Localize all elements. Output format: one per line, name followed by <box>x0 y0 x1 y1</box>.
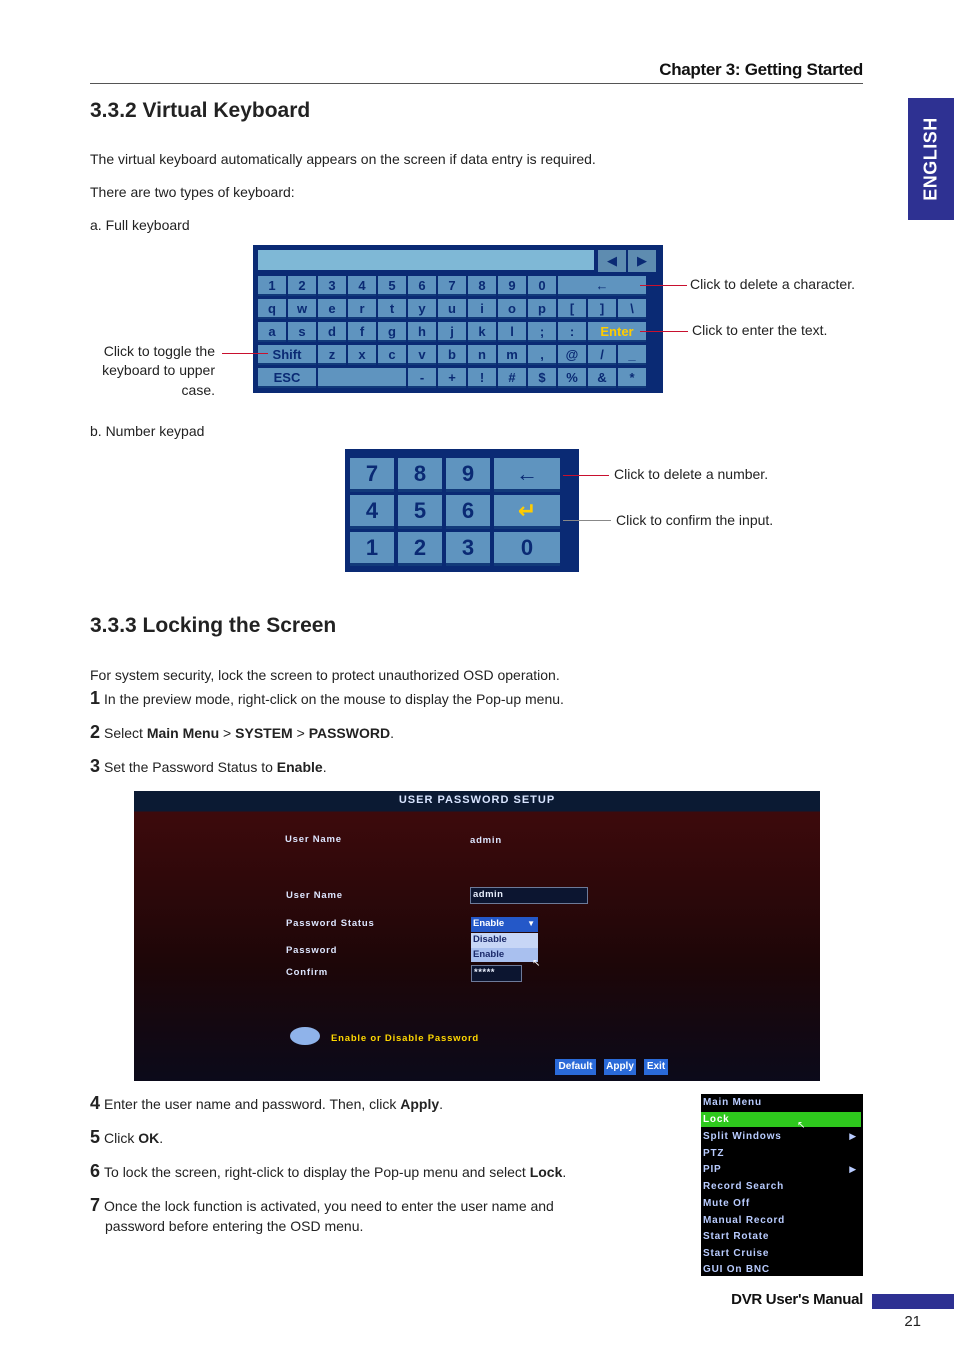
step-text: . <box>322 759 327 775</box>
shift-leader-line <box>222 353 268 354</box>
key[interactable]: & <box>588 368 616 388</box>
step-text: Select <box>104 725 147 741</box>
key[interactable]: 7 <box>350 458 394 492</box>
key[interactable]: 3 <box>318 276 346 296</box>
key[interactable]: / <box>588 345 616 365</box>
step-number: 6 <box>90 1161 101 1181</box>
step-bold-text: Apply <box>400 1096 440 1112</box>
status-option-disable[interactable]: Disable <box>471 933 538 948</box>
menu-item-record-search[interactable]: Record Search <box>703 1181 784 1192</box>
key[interactable]: - <box>408 368 436 388</box>
step-number: 5 <box>90 1127 101 1147</box>
key[interactable]: e <box>318 299 346 319</box>
step-5 <box>90 1127 163 1148</box>
key[interactable]: 4 <box>348 276 376 296</box>
mouse-cursor-icon: ↖ <box>532 958 541 969</box>
user-name-input[interactable]: admin <box>470 887 588 904</box>
key[interactable]: % <box>558 368 586 388</box>
key[interactable]: 9 <box>446 458 490 492</box>
password-status-select[interactable] <box>471 917 538 932</box>
esc-key[interactable]: ESC <box>258 368 316 388</box>
keyboard-row-1 <box>258 276 646 296</box>
key[interactable]: f <box>348 322 376 342</box>
key[interactable]: [ <box>558 299 586 319</box>
step-bold-text: Main Menu <box>146 725 220 741</box>
keypad-row-3 <box>350 532 560 566</box>
key[interactable]: q <box>258 299 286 319</box>
confirm-leader-line <box>563 520 611 521</box>
delete-leader-line <box>640 285 687 286</box>
menu-item-start-cruise[interactable]: Start Cruise <box>703 1248 770 1259</box>
key[interactable]: 8 <box>468 276 496 296</box>
step-text: Click <box>104 1130 139 1146</box>
key[interactable]: 1 <box>350 532 394 566</box>
keyboard-intro: The virtual keyboard automatically appears on the screen if data entry is required. <box>90 151 596 167</box>
key[interactable]: o <box>498 299 526 319</box>
submenu-arrow-icon: ▶ <box>849 1164 857 1174</box>
step-4 <box>90 1093 443 1114</box>
arrow-right-icon[interactable]: ▶ <box>628 250 656 272</box>
key[interactable]: , <box>528 345 556 365</box>
step-text: > <box>292 725 309 741</box>
shift-key[interactable]: Shift <box>258 345 316 365</box>
keyboard-row-5 <box>258 368 646 388</box>
step-7 <box>90 1195 554 1216</box>
info-bubble-icon <box>290 1027 320 1045</box>
enter-leader-line <box>640 331 688 332</box>
step-number: 3 <box>90 756 101 776</box>
key[interactable]: 6 <box>408 276 436 296</box>
key[interactable]: h <box>408 322 436 342</box>
submenu-arrow-icon: ▶ <box>849 1131 857 1141</box>
space-key[interactable] <box>318 368 406 388</box>
key[interactable]: r <box>348 299 376 319</box>
key[interactable]: ; <box>528 322 556 342</box>
callout-enter-text: Click to enter the text. <box>692 322 828 338</box>
key[interactable]: _ <box>618 345 646 365</box>
menu-item-split-windows[interactable] <box>701 1129 861 1144</box>
password-label: Password <box>286 945 338 956</box>
step-text: . <box>390 725 394 741</box>
key[interactable]: u <box>438 299 466 319</box>
key[interactable]: s <box>288 322 316 342</box>
menu-item-gui-on-bnc[interactable]: GUI On BNC <box>703 1264 770 1275</box>
key[interactable]: z <box>318 345 346 365</box>
key[interactable]: p <box>528 299 556 319</box>
key[interactable]: : <box>558 322 586 342</box>
number-keypad-label: b. Number keypad <box>90 423 205 439</box>
callout-delete-character: Click to delete a character. <box>690 276 855 292</box>
step-text: . <box>562 1164 567 1180</box>
step-text: Enter the user name and password. Then, click <box>104 1096 401 1112</box>
key[interactable]: 0 <box>528 276 556 296</box>
key[interactable]: g <box>378 322 406 342</box>
password-status-label: Password Status <box>286 918 375 929</box>
step-text: > <box>219 725 236 741</box>
key[interactable]: 5 <box>378 276 406 296</box>
key[interactable]: k <box>468 322 496 342</box>
step-bold-text: Enable <box>276 759 323 775</box>
status-option-enable[interactable]: Enable <box>471 948 538 962</box>
step-number: 1 <box>90 688 101 708</box>
callout-confirm-input: Click to confirm the input. <box>616 512 774 528</box>
step-6 <box>90 1161 566 1182</box>
step-text: In the preview mode, right-click on the mouse to display the Pop-up menu. <box>104 691 564 707</box>
header-divider <box>90 83 863 84</box>
key[interactable]: m <box>498 345 526 365</box>
callout-shift-line2: keyboard to upper <box>102 362 215 378</box>
delete-number-leader-line <box>563 475 609 476</box>
step-text: To lock the screen, right-click to display the Pop-up menu and select <box>104 1164 530 1180</box>
key[interactable]: a <box>258 322 286 342</box>
step-bold-text: SYSTEM <box>235 725 293 741</box>
user-name-value: admin <box>470 835 502 846</box>
step-7-continuation: password before entering the OSD menu. <box>105 1218 364 1234</box>
menu-item-lock[interactable]: Lock <box>701 1112 861 1127</box>
key[interactable]: 2 <box>398 532 442 566</box>
mouse-cursor-icon: ↖ <box>797 1120 806 1131</box>
keyboard-row-3 <box>258 322 646 342</box>
password-status-value: Enable <box>473 918 505 929</box>
chevron-down-icon: ▼ <box>527 919 535 928</box>
key[interactable]: 9 <box>498 276 526 296</box>
chapter-title: Chapter 3: Getting Started <box>659 60 863 79</box>
arrow-left-icon[interactable]: ◀ <box>598 250 626 272</box>
key[interactable]: n <box>468 345 496 365</box>
key[interactable]: 8 <box>398 458 442 492</box>
callout-shift-line1: Click to toggle the <box>103 343 215 359</box>
key[interactable]: j <box>438 322 466 342</box>
step-number: 4 <box>90 1093 101 1113</box>
keyboard-input-bar <box>258 250 594 270</box>
menu-item-main-menu[interactable]: Main Menu <box>703 1097 762 1108</box>
key[interactable]: l <box>498 322 526 342</box>
key[interactable]: y <box>408 299 436 319</box>
menu-item-mute-off[interactable]: Mute Off <box>703 1198 750 1209</box>
key[interactable]: 0 <box>494 532 560 566</box>
key[interactable]: $ <box>528 368 556 388</box>
key[interactable]: 1 <box>258 276 286 296</box>
key[interactable]: \ <box>618 299 646 319</box>
key[interactable]: 2 <box>288 276 316 296</box>
lock-intro: For system security, lock the screen to protect unauthorized OSD operation. <box>90 667 560 683</box>
menu-item-manual-record[interactable]: Manual Record <box>703 1215 786 1226</box>
confirm-key[interactable]: ↵ <box>494 495 560 529</box>
step-text: . <box>159 1130 164 1146</box>
keyboard-arrow-keys <box>598 250 656 272</box>
step-bold-text: PASSWORD <box>308 725 391 741</box>
menu-item-start-rotate[interactable]: Start Rotate <box>703 1231 770 1242</box>
page-number: 21 <box>904 1313 921 1330</box>
confirm-label: Confirm <box>286 967 329 978</box>
user-name-label: User Name <box>286 890 343 901</box>
language-tab <box>908 98 954 220</box>
callout-delete-number: Click to delete a number. <box>614 466 769 482</box>
key[interactable]: # <box>498 368 526 388</box>
key[interactable]: d <box>318 322 346 342</box>
key[interactable]: 4 <box>350 495 394 529</box>
key[interactable]: 5 <box>398 495 442 529</box>
key[interactable]: ] <box>588 299 616 319</box>
step-number: 2 <box>90 722 101 742</box>
keypad-row-2 <box>350 495 560 529</box>
key[interactable]: b <box>438 345 466 365</box>
key[interactable]: w <box>288 299 316 319</box>
key[interactable]: 6 <box>446 495 490 529</box>
key[interactable]: i <box>468 299 496 319</box>
keyboard-row-4 <box>258 345 646 365</box>
keyboard-types-intro: There are two types of keyboard: <box>90 184 295 200</box>
menu-item-label: PIP <box>703 1164 722 1175</box>
key[interactable]: v <box>408 345 436 365</box>
step-bold-text: OK <box>138 1130 160 1146</box>
callout-shift-line3: case. <box>181 382 215 398</box>
exit-button[interactable]: Exit <box>644 1059 668 1075</box>
full-keyboard-label: a. Full keyboard <box>90 217 190 233</box>
keyboard-row-2 <box>258 299 646 319</box>
menu-item-ptz[interactable]: PTZ <box>703 1148 725 1159</box>
user-name-label: User Name <box>285 834 342 845</box>
section-title-virtual-keyboard: 3.3.2 Virtual Keyboard <box>90 99 311 122</box>
footer-accent-bar <box>872 1294 954 1309</box>
password-setup-title: USER PASSWORD SETUP <box>398 794 556 806</box>
step-number: 7 <box>90 1195 101 1215</box>
key[interactable]: ! <box>468 368 496 388</box>
enter-key[interactable]: Enter <box>588 322 646 342</box>
menu-item-label: Split Windows <box>703 1131 782 1142</box>
step-text: Once the lock function is activated, you need to enter the user name and <box>104 1198 554 1214</box>
key[interactable]: c <box>378 345 406 365</box>
apply-button[interactable]: Apply <box>604 1059 636 1075</box>
key[interactable]: * <box>618 368 646 388</box>
menu-item-pip[interactable] <box>701 1162 861 1177</box>
step-3 <box>90 756 327 777</box>
step-bold-text: Lock <box>529 1164 563 1180</box>
step-1 <box>90 688 564 709</box>
manual-title: DVR User's Manual <box>731 1291 863 1308</box>
step-text: Set the Password Status to <box>104 759 277 775</box>
step-2 <box>90 722 394 743</box>
keypad-row-1 <box>350 458 560 492</box>
backspace-key[interactable]: ← <box>558 276 646 296</box>
enable-disable-hint: Enable or Disable Password <box>331 1033 480 1044</box>
section-title-locking-screen: 3.3.3 Locking the Screen <box>90 614 337 637</box>
language-tab-label: ENGLISH <box>920 117 941 201</box>
default-button[interactable]: Default <box>555 1059 596 1075</box>
key[interactable]: 3 <box>446 532 490 566</box>
key[interactable]: + <box>438 368 466 388</box>
key[interactable]: x <box>348 345 376 365</box>
key[interactable]: t <box>378 299 406 319</box>
backspace-key[interactable]: ← <box>494 458 560 492</box>
confirm-input[interactable]: ***** <box>471 965 522 982</box>
step-text: . <box>439 1096 444 1112</box>
key[interactable]: @ <box>558 345 586 365</box>
key[interactable]: 7 <box>438 276 466 296</box>
